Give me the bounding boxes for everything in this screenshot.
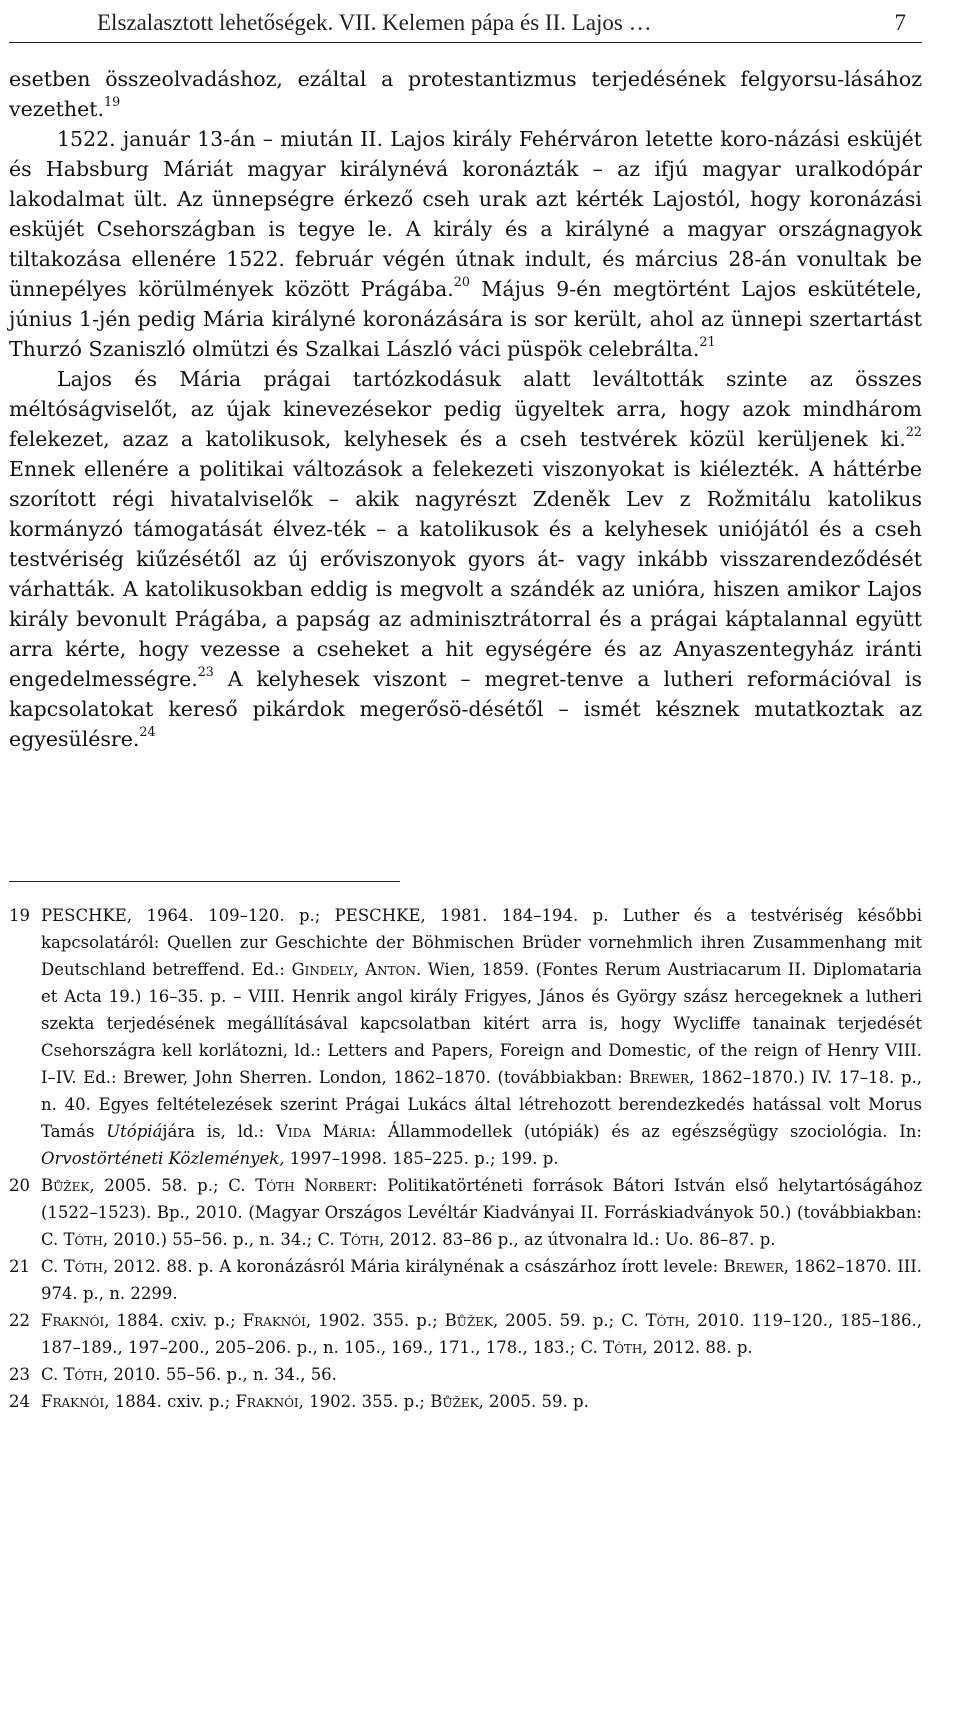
citation-text: . Wien, 1859. (Fontes Rerum Austriacarum II. Diplomataria et Acta 19.) 16–35. p. – VIII. Henrik angol király Frigyes, János és György szász hercegeknek a lutheri szekta terjedésének megállításával kapcsolatban kitért arra is, hogy Wycliffe tanainak terjedését Csehországra kell korlátozni, ld.: Letters and Papers, Foreign and Domestic, of the reign of Henry VIII. I–IV. Ed.: Brewer, John Sherren. London, 1862–1870. (továbbiakban: <box>41 960 922 1087</box>
citation-text: , 2005. 58. p.; C. <box>89 1176 256 1195</box>
author-name: Brewer <box>723 1257 784 1276</box>
footnote-ref-24[interactable]: 24 <box>139 724 156 740</box>
footnotes <box>9 902 922 1415</box>
citation-text: , 1981. 184–194. p. Luther és a testvériség későbbi kapcsolatáról: Quellen zur Geschichte der Böhmischen Brüder vornehmlich ihren Zusammenhang mit Deutschland betreffend. Ed.: <box>41 906 922 979</box>
author-initial: P <box>41 906 53 925</box>
footnote-number: 19 <box>9 906 30 925</box>
author-name: Fraknói <box>235 1392 299 1411</box>
author-name: Tóth <box>63 1257 104 1276</box>
footnote-number: 24 <box>9 1392 30 1411</box>
author-name: Gindely, Anton <box>291 960 416 979</box>
author-name: Fraknói <box>41 1311 105 1330</box>
citation-text: jára is, ld.: <box>162 1122 276 1141</box>
paragraph-3 <box>9 364 922 754</box>
citation-text: , 1862–1870. III. 974. p., n. 2299. <box>41 1257 922 1303</box>
citation-text: , 2012. 83–86 p., az útvonalra ld.: Uo. 86–87. p. <box>379 1230 776 1249</box>
paragraph-text: Május 9-én megtörtént Lajos eskütétele, június 1-jén pedig Mária királyné koronázására is sor került, ahol az ünnepi szertartást Thurzó Szaniszló olmützi és Szalkai László váci püspök celebrálta. <box>9 277 922 361</box>
footnote-separator <box>9 881 400 882</box>
footnote-ref-20[interactable]: 20 <box>453 274 470 290</box>
author-name: Fraknói <box>242 1311 306 1330</box>
author-name: Fraknói <box>41 1392 105 1411</box>
paragraph-text: Ennek ellenére a politikai változások a felekezeti viszonyokat is kiélezték. A háttérbe szorított régi hivatalviselők – akik nagyrészt Zdeněk Lev z Rožmitálu katolikus kormányzó támogatását élvez-ték – a katolikusok és a kelyhesek uniójától és a cseh testvériség kiűzésétől az új erőviszonyok gyors át- vagy inkább visszarendeződését várhatták. A katolikusokban eddig is megvolt a szándék az unióra, hiszen amikor Lajos király bevonult Prágába, a papság az adminisztrátorral és a prágai káptalannal együtt arra kérte, hogy vezesse a cseheket a hit egységére és az Anyaszentegyház iránti engedelmességre. <box>9 457 922 691</box>
citation-text: , 2012. 88. p. <box>642 1338 753 1357</box>
italic-title: Orvostörténeti Közlemények, <box>41 1149 285 1168</box>
author-name: Tóth <box>63 1230 103 1249</box>
footnote-text <box>41 1307 922 1361</box>
footnote-ref-22[interactable]: 22 <box>905 424 922 440</box>
italic-title: Utópiá <box>106 1122 163 1141</box>
footnote-ref-23[interactable]: 23 <box>197 664 214 680</box>
paragraph-text: A kelyhesek viszont – megret-tenve a lutheri reformációval is kapcsolatokat kereső pikárdok megerősö-désétől – ismét késznek mutatkoztak az egyesülésre. <box>9 667 922 751</box>
citation-text: , 2010. 55–56. p., n. 34., 56. <box>102 1365 337 1384</box>
author-name: Tóth <box>645 1311 685 1330</box>
footnote-24 <box>9 1388 922 1415</box>
running-header <box>9 4 922 43</box>
citation-text: : Állammodellek (utópiák) és az egészségügy szociológia. In: <box>370 1122 922 1141</box>
paragraph-text: 1522. január 13-án – miután II. Lajos király Fehérváron letette koro-názási esküjét és Habsburg Máriát magyar királynévá koronázták – az ifjú magyar uralkodópár lakodalmat ült. Az ünnepségre érkező cseh urak azt kérték Lajostól, hogy koronázási esküjét Csehországban is tegye le. A király és a királyné a magyar országnagyok tiltakozása ellenére 1522. február végén útnak indult, és március 28-án vonultak be ünnepélyes körülmények között Prágába. <box>9 127 922 301</box>
footnote-ref-21[interactable]: 21 <box>699 334 716 350</box>
citation-text: , 1964. 109–120. p.; P <box>126 906 346 925</box>
footnote-text <box>41 1253 922 1307</box>
citation-text: , 2010. 119–120., 185–186., 187–189., 197–200., 205–206. p., n. 105., 169., 171., 178., 183.; C. <box>41 1311 923 1357</box>
running-title: Elszalasztott lehetőségek. VII. Kelemen pápa és II. Lajos … <box>97 10 652 35</box>
paragraph-1 <box>9 64 922 124</box>
footnote-20 <box>9 1172 922 1253</box>
footnote-text <box>41 1388 922 1415</box>
paragraph-text: esetben összeolvadáshoz, ezáltal a protestantizmus terjedésének felgyorsu-lásához vezethet. <box>9 67 922 121</box>
footnote-text <box>41 902 922 1172</box>
footnote-21 <box>9 1253 922 1307</box>
citation-text: C. <box>41 1365 64 1384</box>
page-number: 7 <box>894 10 906 35</box>
citation-text: , 2010.) 55–56. p., n. 34.; C. <box>102 1230 340 1249</box>
citation-text: , 1884. cxiv. p.; <box>104 1311 243 1330</box>
citation-text: C. <box>41 1257 64 1276</box>
footnote-23 <box>9 1361 922 1388</box>
author-name: Brewer <box>629 1068 690 1087</box>
citation-text: , 2012. 88. p. A koronázásról Mária királynénak a császárhoz írott levele: <box>103 1257 724 1276</box>
paragraph-2 <box>9 124 922 364</box>
paragraph-text: Lajos és Mária prágai tartózkodásuk alatt leváltották szinte az összes méltóságviselőt, az újak kinevezésekor pedig ügyeltek arra, hogy azok mindhárom felekezet, azaz a katolikusok, kelyhesek és a cseh testvérek közül kerüljenek ki. <box>9 367 922 451</box>
citation-text: , 1862–1870.) IV. 17–18. p., n. 40. Egyes feltételezések szerint Prágai Lukács által létrehozott berendezkedés hatással volt Morus Tamás <box>41 1068 922 1141</box>
author-name: Tóth <box>339 1230 380 1249</box>
citation-text: , 1884. cxiv. p.; <box>104 1392 236 1411</box>
citation-text: , 1902. 355. p.; <box>298 1392 431 1411</box>
author-name: Tóth <box>63 1365 103 1384</box>
footnote-number: 23 <box>9 1365 30 1384</box>
citation-text: , 2005. 59. p.; C. <box>492 1311 646 1330</box>
footnote-22 <box>9 1307 922 1361</box>
author-name: Bůžek <box>430 1392 479 1411</box>
citation-text: , 1902. 355. p.; <box>305 1311 445 1330</box>
footnote-ref-19[interactable]: 19 <box>103 94 121 110</box>
citation-text: 1997–1998. 185–225. p.; 199. p. <box>284 1149 559 1168</box>
main-text <box>9 64 922 754</box>
citation-text: , 2005. 59. p. <box>478 1392 589 1411</box>
footnote-number: 22 <box>9 1311 30 1330</box>
author-name: ESCHKE <box>345 906 421 925</box>
footnote-number: 21 <box>9 1257 30 1276</box>
footnote-text <box>41 1361 922 1388</box>
author-name: Tóth <box>603 1338 643 1357</box>
author-name: Bůžek <box>41 1176 90 1195</box>
author-name: Tóth Norbert <box>255 1176 372 1195</box>
footnote-19 <box>9 902 922 1172</box>
citation-text: : Politikatörténeti források Bátori István első helytartóságához (1522–1523). Bp., 2010. (Magyar Országos Levéltár Kiadványai II. Forráskiadványok 50.) (továbbiakban: C. <box>41 1176 923 1249</box>
footnote-number: 20 <box>9 1176 30 1195</box>
footnote-text <box>41 1172 922 1253</box>
author-name: Vida Mária <box>275 1122 371 1141</box>
author-name: ESCHKE <box>52 906 127 925</box>
author-name: Bůžek <box>444 1311 493 1330</box>
